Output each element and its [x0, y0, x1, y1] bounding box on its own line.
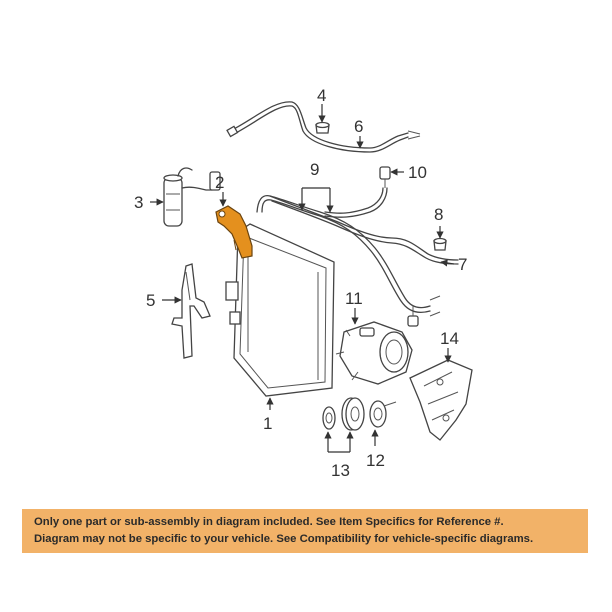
- callout-1: 1: [263, 414, 273, 433]
- callout-12: 12: [366, 451, 385, 470]
- callout-8: 8: [434, 205, 444, 224]
- disclaimer-line-2: Diagram may not be specific to your vehicle. See Compatibility for vehicle-specific diagrams.: [34, 533, 534, 545]
- disclaimer-line-1: Only one part or sub-assembly in diagram included. See Item Specifics for Reference #.: [34, 516, 504, 528]
- callout-4: 4: [317, 86, 327, 105]
- highlighted-bracket-part-2[interactable]: [216, 206, 252, 258]
- disclaimer-banner: [22, 509, 588, 553]
- cap-part-8[interactable]: [434, 239, 446, 251]
- callout-6: 6: [354, 117, 364, 136]
- callout-13: 13: [331, 461, 350, 480]
- callout-2: 2: [215, 173, 225, 192]
- cap-part-4[interactable]: [316, 123, 329, 134]
- callout-9: 9: [310, 160, 320, 179]
- clutch-pulley-part-13[interactable]: [323, 398, 364, 430]
- callout-7: 7: [458, 255, 468, 274]
- mounting-bracket-part-14[interactable]: [410, 360, 472, 440]
- callout-14: 14: [440, 329, 459, 348]
- bracket-part-5[interactable]: [172, 264, 210, 358]
- compressor-part-11[interactable]: [336, 322, 412, 384]
- callout-11: 11: [345, 289, 363, 308]
- callout-5: 5: [146, 291, 156, 310]
- callout-3: 3: [134, 193, 144, 212]
- callout-10: 10: [408, 163, 427, 182]
- pressure-switch-part-10[interactable]: [380, 167, 390, 188]
- clutch-coil-part-12[interactable]: [370, 401, 396, 427]
- receiver-drier-part-3[interactable]: [164, 168, 220, 226]
